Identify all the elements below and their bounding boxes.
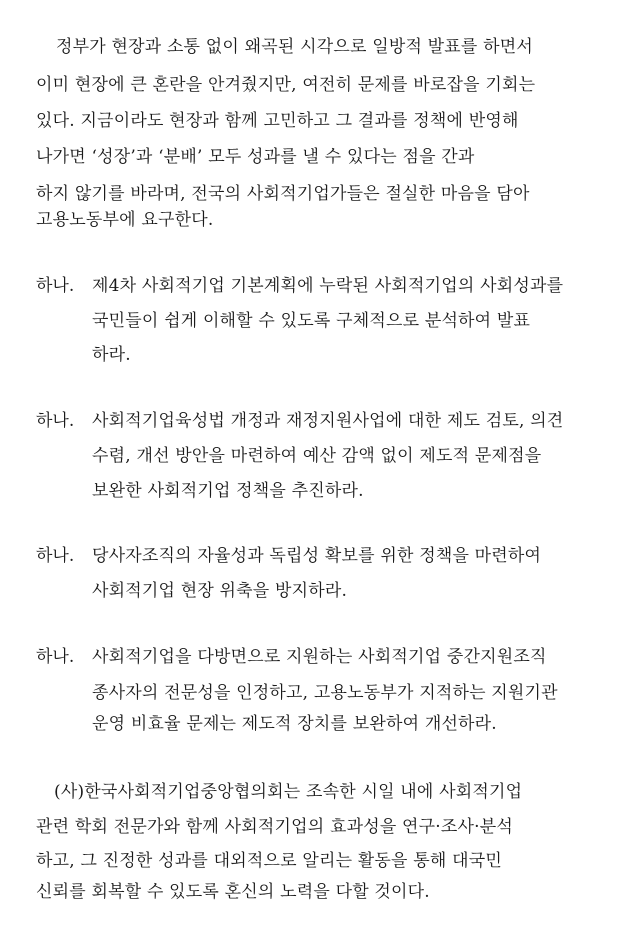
demand-line: 운영 비효율 문제는 제도적 장치를 보완하여 개선하라. xyxy=(92,714,497,734)
demand-line: 사회적기업을 다방면으로 지원하는 사회적기업 중간지원조직 xyxy=(92,647,547,667)
demand-line: 사회적기업 현장 위축을 방지하라. xyxy=(92,581,348,601)
intro-line: 정부가 현장과 소통 없이 왜곡된 시각으로 일방적 발표를 하면서 xyxy=(56,37,534,57)
demand-marker: 하나. xyxy=(36,546,75,566)
demand-line: 제4차 사회적기업 기본계획에 누락된 사회적기업의 사회성과를 xyxy=(92,276,564,296)
demand-line: 하라. xyxy=(92,345,131,365)
demand-line: 보완한 사회적기업 정책을 추진하라. xyxy=(92,481,364,501)
demand-marker: 하나. xyxy=(36,647,75,667)
intro-line: 고용노동부에 요구한다. xyxy=(36,210,214,230)
intro-line: 나가면 ‘성장’과 ‘분배’ 모두 성과를 낼 수 있다는 점을 간과 xyxy=(36,147,475,167)
demand-marker: 하나. xyxy=(36,411,75,431)
demand-line: 국민들이 쉽게 이해할 수 있도록 구체적으로 분석하여 발표 xyxy=(92,311,531,331)
demand-line: 수렴, 개선 방안을 마련하여 예산 감액 없이 제도적 문제점을 xyxy=(92,446,542,466)
demand-line: 종사자의 전문성을 인정하고, 고용노동부가 지적하는 지원기관 xyxy=(92,683,558,703)
demand-marker: 하나. xyxy=(36,276,75,296)
demand-line: 당사자조직의 자율성과 독립성 확보를 위한 정책을 마련하여 xyxy=(92,546,542,566)
closing-line: 신뢰를 회복할 수 있도록 혼신의 노력을 다할 것이다. xyxy=(36,882,430,902)
closing-line: 관련 학회 전문가와 함께 사회적기업의 효과성을 연구·조사·분석 xyxy=(36,817,514,837)
intro-line: 하지 않기를 바라며, 전국의 사회적기업가들은 절실한 마음을 담아 xyxy=(36,184,530,204)
intro-line: 있다. 지금이라도 현장과 함께 고민하고 그 결과를 정책에 반영해 xyxy=(36,111,519,131)
demand-line: 사회적기업육성법 개정과 재정지원사업에 대한 제도 검토, 의견 xyxy=(92,411,564,431)
closing-line: (사)한국사회적기업중앙협의회는 조속한 시일 내에 사회적기업 xyxy=(54,782,523,802)
closing-line: 하고, 그 진정한 성과를 대외적으로 알리는 활동을 통해 대국민 xyxy=(36,851,502,871)
intro-line: 이미 현장에 큰 혼란을 안겨줬지만, 여전히 문제를 바로잡을 기회는 xyxy=(36,75,536,95)
